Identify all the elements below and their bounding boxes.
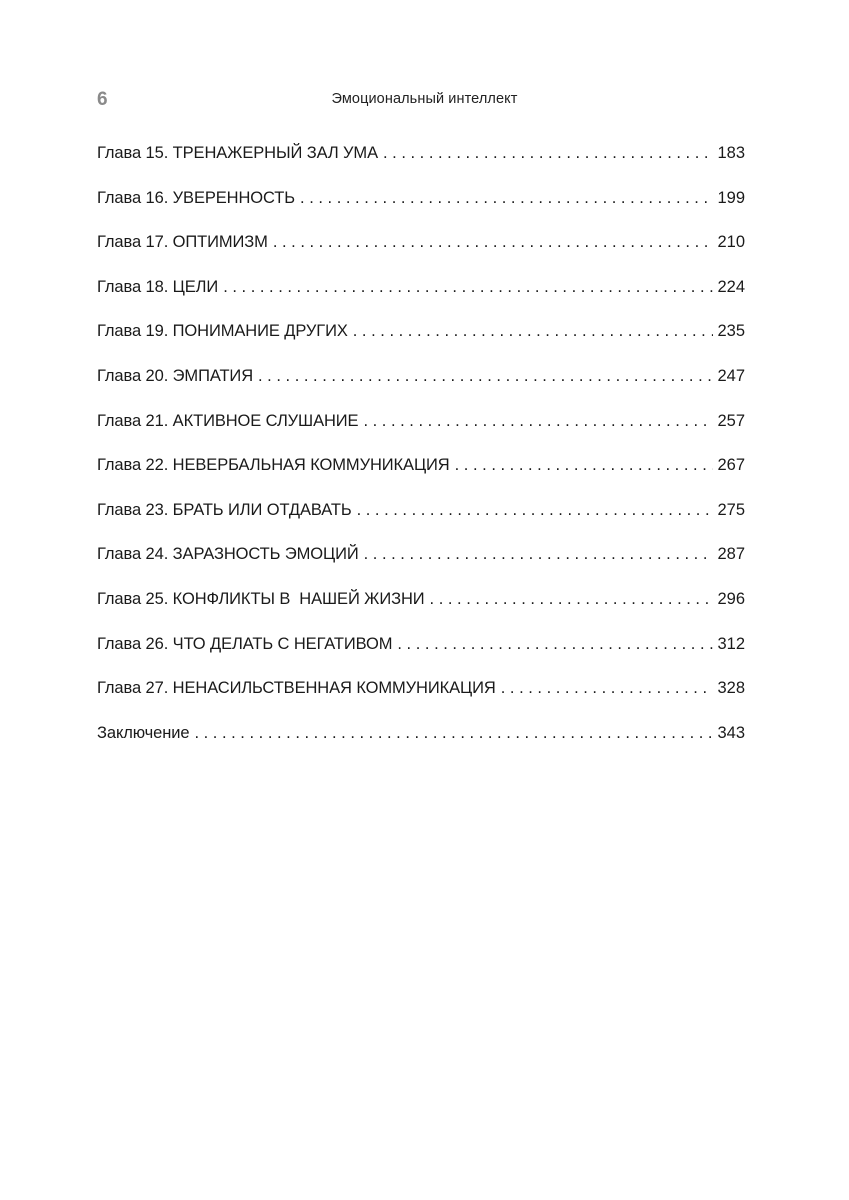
toc-entry-page: 275 [713,499,745,521]
toc-entry-title: Глава 24. ЗАРАЗНОСТЬ ЭМОЦИЙ [97,543,364,565]
page-number: 6 [97,89,108,110]
toc-entry-page: 235 [713,320,745,342]
toc-entry-page: 257 [713,410,745,432]
table-of-contents [97,142,745,766]
toc-entry[interactable] [97,454,745,499]
dot-leader [357,499,714,521]
toc-entry-title: Глава 20. ЭМПАТИЯ [97,365,258,387]
toc-entry[interactable] [97,588,745,633]
toc-entry-page: 267 [713,454,745,476]
toc-entry[interactable] [97,633,745,678]
toc-entry[interactable] [97,365,745,410]
toc-entry-page: 343 [713,722,745,744]
dot-leader [273,231,714,253]
toc-entry-title: Глава 27. НЕНАСИЛЬСТВЕННАЯ КОММУНИКАЦИЯ [97,677,501,699]
toc-entry-page: 312 [713,633,745,655]
toc-entry[interactable] [97,677,745,722]
toc-entry-page: 183 [713,142,745,164]
toc-entry[interactable] [97,187,745,232]
toc-entry-title: Глава 15. ТРЕНАЖЕРНЫЙ ЗАЛ УМА [97,142,383,164]
toc-entry-title: Глава 16. УВЕРЕННОСТЬ [97,187,300,209]
toc-entry[interactable] [97,231,745,276]
toc-entry-title: Глава 22. НЕВЕРБАЛЬНАЯ КОММУНИКАЦИЯ [97,454,455,476]
toc-entry-title: Глава 23. БРАТЬ ИЛИ ОТДАВАТЬ [97,499,357,521]
toc-entry-title: Глава 25. КОНФЛИКТЫ В НАШЕЙ ЖИЗНИ [97,588,430,610]
dot-leader [258,365,713,387]
toc-entry-title: Заключение [97,722,194,744]
dot-leader [223,276,713,298]
dot-leader [430,588,714,610]
toc-entry[interactable] [97,320,745,365]
toc-entry-title: Глава 19. ПОНИМАНИЕ ДРУГИХ [97,320,353,342]
toc-entry[interactable] [97,722,745,767]
toc-entry-page: 287 [713,543,745,565]
dot-leader [353,320,714,342]
toc-entry-page: 328 [713,677,745,699]
toc-entry-title: Глава 17. ОПТИМИЗМ [97,231,273,253]
toc-entry-title: Глава 26. ЧТО ДЕЛАТЬ С НЕГАТИВОМ [97,633,397,655]
toc-entry-page: 296 [713,588,745,610]
dot-leader [363,410,713,432]
dot-leader [501,677,714,699]
toc-entry-page: 210 [713,231,745,253]
toc-entry-title: Глава 21. АКТИВНОЕ СЛУШАНИЕ [97,410,363,432]
toc-entry[interactable] [97,276,745,321]
toc-entry[interactable] [97,499,745,544]
running-header: Эмоциональный интеллект [331,91,518,107]
toc-entry-title: Глава 18. ЦЕЛИ [97,276,223,298]
toc-entry-page: 224 [713,276,745,298]
dot-leader [383,142,713,164]
toc-entry-page: 199 [713,187,745,209]
toc-entry[interactable] [97,142,745,187]
toc-entry-page: 247 [713,365,745,387]
dot-leader [300,187,713,209]
toc-entry[interactable] [97,410,745,455]
toc-entry[interactable] [97,543,745,588]
dot-leader [194,722,713,744]
dot-leader [397,633,713,655]
dot-leader [364,543,714,565]
dot-leader [455,454,714,476]
